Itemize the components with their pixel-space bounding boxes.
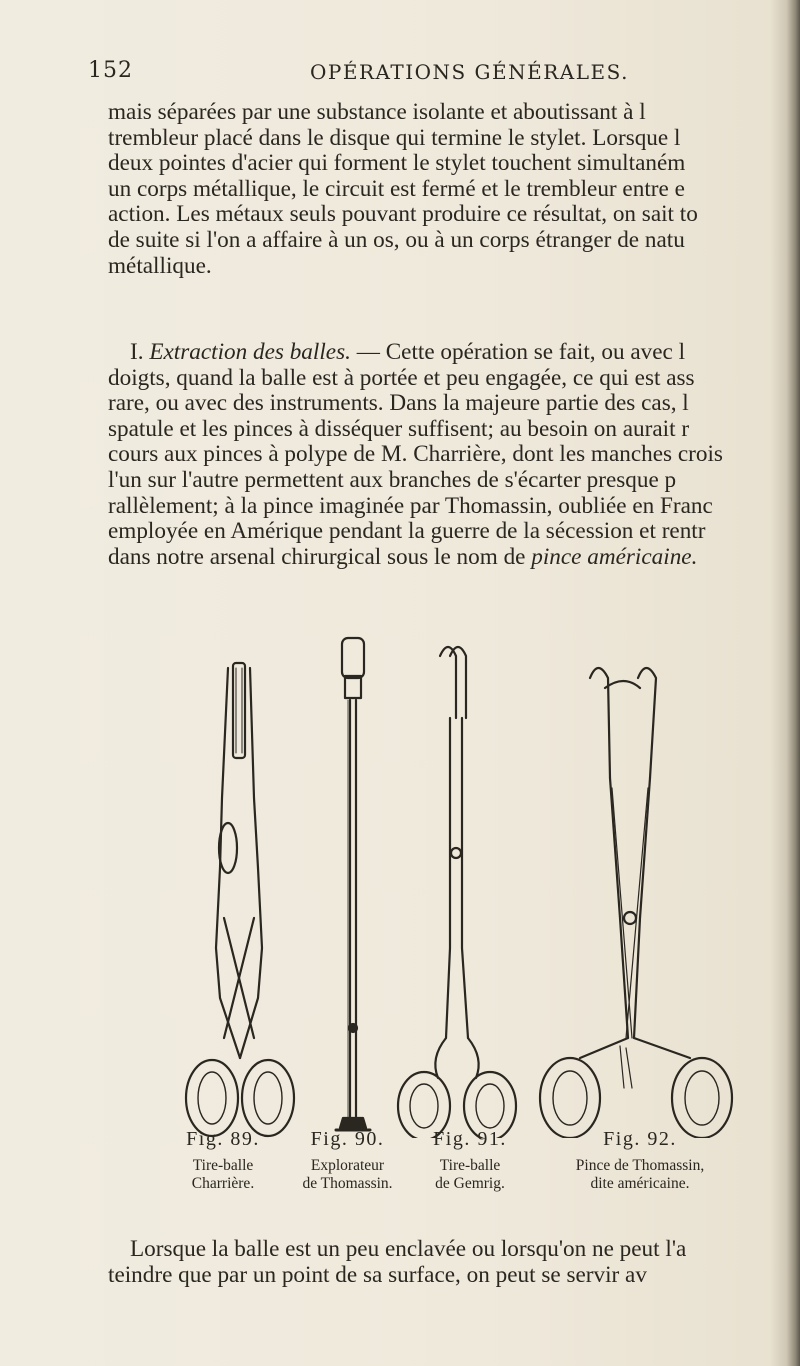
section-number: I.: [130, 340, 150, 365]
caption-desc: Tire-balle: [192, 1157, 254, 1174]
caption-desc: Charrière.: [191, 1175, 255, 1192]
text-line: mais séparées par une substance isolante et aboutissant à l: [108, 100, 646, 125]
pince-americaine-drawing: [540, 668, 732, 1138]
text-line-last: [108, 545, 768, 571]
caption-number: Fig. 89.: [186, 1128, 260, 1150]
surgical-instruments-engraving: [150, 618, 790, 1138]
caption-desc: dite américaine.: [590, 1175, 690, 1192]
text-line: deux pointes d'acier qui forment le stylet touchent simultaném: [108, 151, 686, 177]
explorateur-thomassin-drawing: [336, 638, 370, 1130]
text-line: l'un sur l'autre permettent aux branches de s'écarter presque p: [108, 467, 677, 493]
caption-desc: Tire-balle: [439, 1157, 501, 1174]
text-line: employée en Amérique pendant la guerre de la sécession et rentr: [108, 519, 706, 545]
tire-balle-gemrig-drawing: [398, 647, 516, 1138]
caption-desc: de Thomassin.: [302, 1175, 393, 1192]
text-line: métallique.: [108, 253, 212, 279]
caption-fig-91: [415, 1128, 525, 1193]
caption-number: Fig. 92.: [603, 1128, 677, 1150]
text-line: action. Les métaux seuls pouvant produire ce résultat, on sait to: [108, 202, 698, 228]
text-line: rallèlement; à la pince imaginée par Thomassin, oubliée en Franc: [108, 493, 713, 519]
text-line: de suite si l'on a affaire à un os, ou à un corps étranger de natu: [108, 227, 685, 253]
caption-fig-89: [168, 1128, 278, 1193]
text-line: cours aux pinces à polype de M. Charrière, dont les manches crois: [108, 442, 723, 468]
caption-number: Fig. 90.: [310, 1128, 385, 1150]
section-title: Extraction des balles.: [149, 340, 351, 365]
page-number: 152: [88, 58, 133, 83]
caption-desc: Explorateur: [310, 1157, 385, 1174]
caption-fig-90: [285, 1128, 410, 1193]
section-heading-line: [108, 340, 768, 366]
text-line: teindre que par un point de sa surface, on peut se servir av: [108, 1262, 647, 1288]
text-line: spatule et les pinces à disséquer suffisent; au besoin on aurait r: [108, 416, 690, 442]
italic-term: pince américaine.: [531, 544, 698, 570]
figure-captions: [150, 1128, 790, 1218]
paragraph-extraction: [108, 340, 768, 570]
page-binding-edge: [770, 0, 800, 1366]
text-fragment: — Cette opération se fait, ou avec l: [350, 340, 686, 365]
caption-desc: Pince de Thomassin,: [575, 1157, 705, 1174]
tire-balle-charriere-drawing: [186, 663, 294, 1136]
figure-illustrations: [150, 618, 790, 1138]
text-line: doigts, quand la balle est à portée et peu engagée, ce qui est ass: [108, 365, 695, 391]
caption-fig-92: [550, 1128, 730, 1193]
caption-number: Fig. 91.: [433, 1128, 507, 1150]
text-line: Lorsque la balle est un peu enclavée ou lorsqu'on ne peut l'a: [130, 1237, 687, 1262]
text-line: un corps métallique, le circuit est fermé et le trembleur entre e: [108, 176, 685, 202]
text-line: rare, ou avec des instruments. Dans la majeure partie des cas, l: [108, 391, 689, 417]
caption-desc: de Gemrig.: [435, 1175, 505, 1192]
running-head: OPÉRATIONS GÉNÉRALES.: [310, 60, 629, 84]
paragraph-enclavee: [108, 1237, 768, 1288]
page-header: [88, 58, 788, 88]
paragraph-stylet: [108, 100, 768, 279]
text-line: trembleur placé dans le disque qui termine le stylet. Lorsque l: [108, 125, 681, 151]
text-fragment: dans notre arsenal chirurgical sous le nom de: [108, 544, 532, 570]
